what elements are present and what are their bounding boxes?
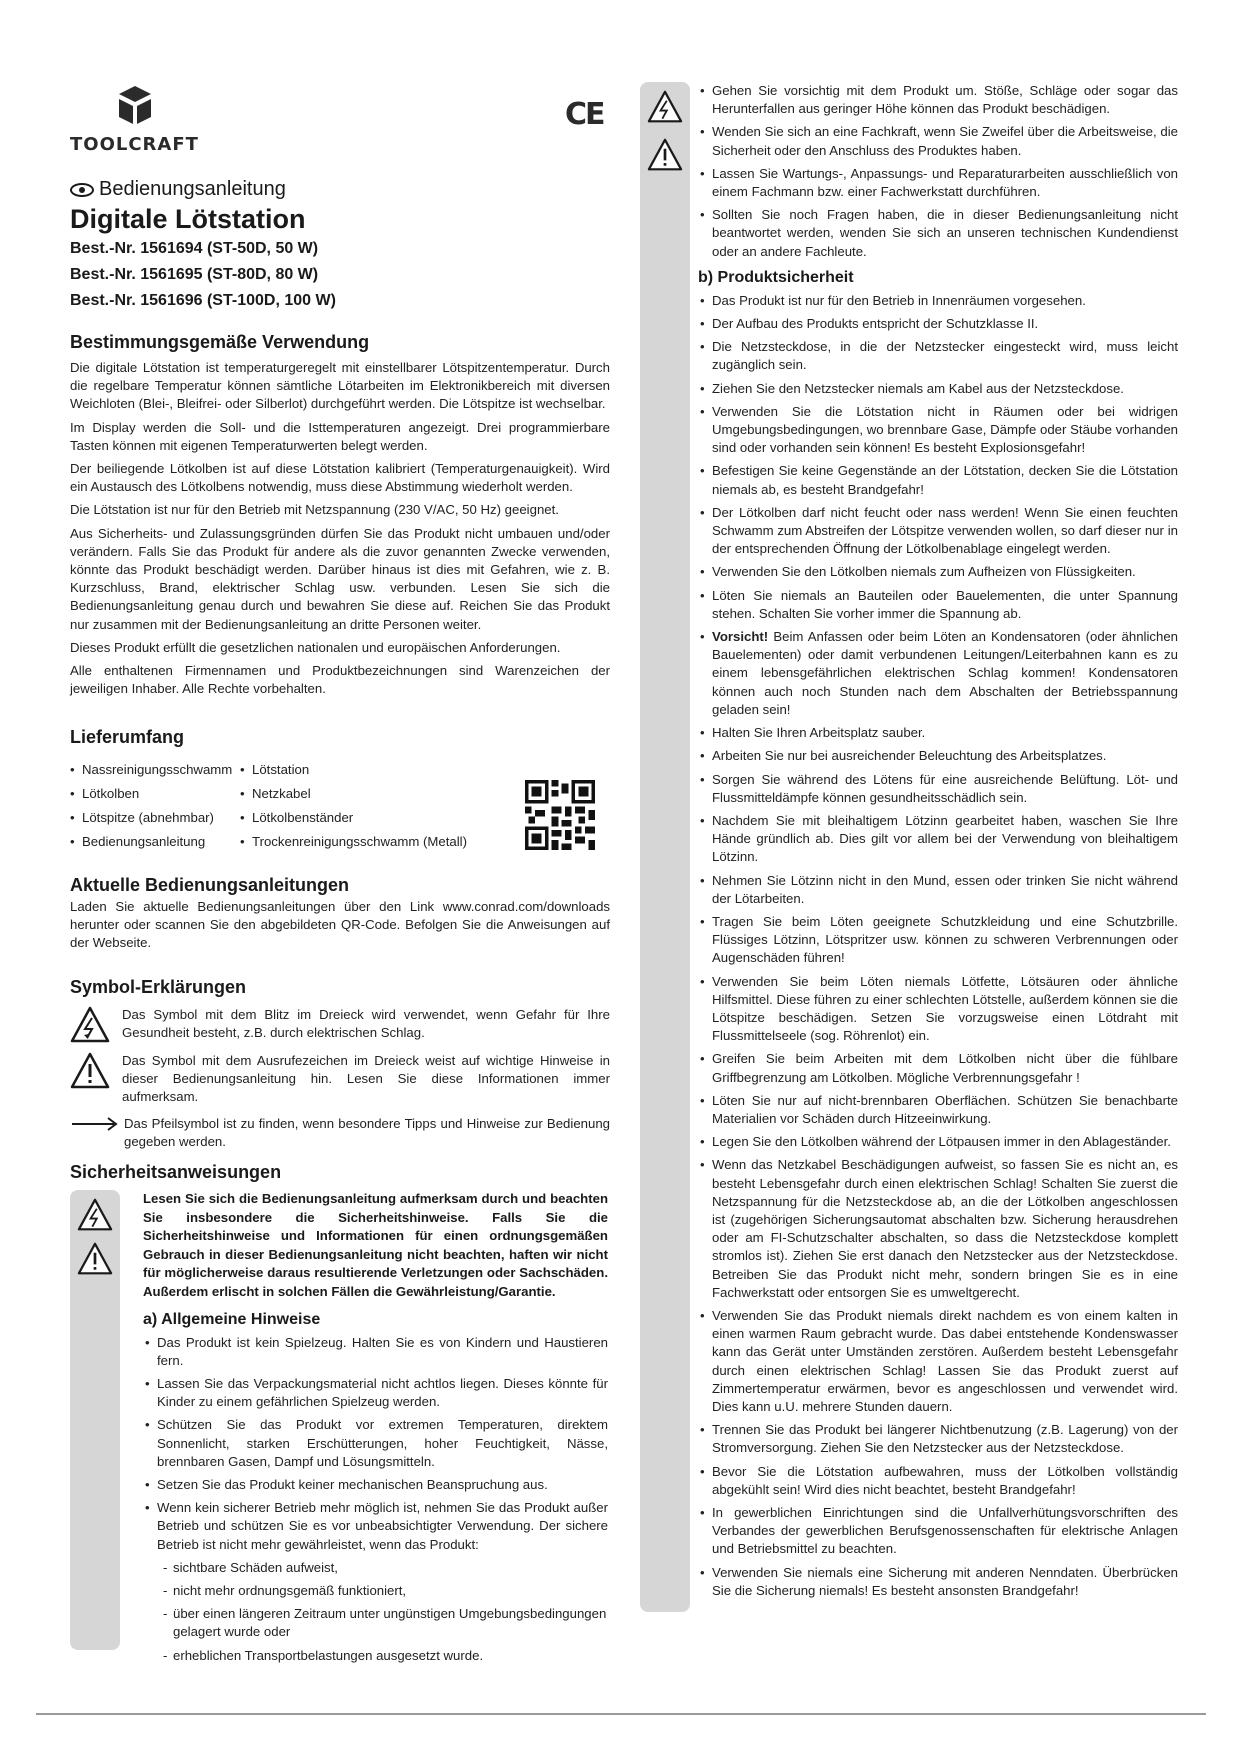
exclamation-warning-icon [647, 138, 683, 172]
paragraph: Aus Sicherheits- und Zulassungsgründen dürfen Sie das Produkt nicht umbauen und/oder verändern. Falls Sie das Produkt für andere als die zuvor genannten Zwecke verwenden, könnte das Produkt beschädigt werden. Darüber hinaus ist dies mit Gefahren, wie z. B. Kurzschluss, Brand, elektrischer Schlag usw. verbunden. Lesen Sie sich die Bedienungsanleitung genau durch und bewahren Sie diese auf. Reichen Sie das Produkt nur zusammen mit der Bedienungsanleitung an dritte Personen weiter. [70, 525, 610, 632]
list-item: • Trockenreinigungsschwamm (Metall) [240, 832, 480, 852]
arrow-tip-icon [70, 1115, 122, 1133]
list-item: - nicht mehr ordnungsgemäß funktioniert, [163, 1582, 608, 1600]
section-heading: Bestimmungsgemäße Verwendung [70, 332, 370, 352]
symbol-row [70, 1115, 610, 1151]
list-item: - erheblichen Transportbelastungen ausgesetzt wurde. [163, 1647, 608, 1665]
list-item: • Die Netzsteckdose, in die der Netzstecker eingesteckt wird, muss leicht zugänglich sein. [698, 338, 1178, 374]
order-number: Best.-Nr. 1561695 (ST-80D, 80 W) [70, 266, 319, 283]
caution-item [698, 628, 1178, 719]
list-item: - über einen längeren Zeitraum unter ungünstigen Umgebungsbedingungen gelagert wurde oder [163, 1605, 608, 1641]
list-item: • Gehen Sie vorsichtig mit dem Produkt um. Stöße, Schläge oder sogar das Herunterfallen aus geringer Höhe können das Produkt beschädigen. [698, 82, 1178, 118]
list-item: • Wenn das Netzkabel Beschädigungen aufweist, so fassen Sie es nicht an, es besteht Lebensgefahr durch einen elektrischen Schlag! Schalten Sie zuerst die Netzspannung für die Netzsteckdose ab, an die der Lötkolben angeschlossen ist (zugehörigen Sicherungsautomat abschalten bzw. Sicherung herausdrehen oder am FI-Schutzschalter abschalten, so dass die Netzsteckdose komplett stromlos ist). Ziehen Sie erst danach den Netzstecker aus der Netzsteckdose. Betreiben Sie das Produkt nicht mehr, sondern bringen Sie es in eine Fachwerkstatt oder entsorgen Sie es umweltgerecht. [698, 1156, 1178, 1302]
list-item: • Das Produkt ist kein Spielzeug. Halten Sie es von Kindern und Haustieren fern. [143, 1334, 608, 1370]
exclamation-warning-icon [70, 1052, 110, 1090]
brand-name: TOOLCRAFT [70, 134, 199, 155]
doc-type [70, 178, 286, 201]
toolcraft-logo-icon [115, 84, 155, 128]
exclamation-warning-icon [77, 1242, 113, 1276]
list-item: • Greifen Sie beim Arbeiten mit dem Lötkolben nicht über die fühlbare Griffbegrenzung am Lötkolben. Mögliche Verbrennungsgefahr ! [698, 1050, 1178, 1086]
list-item: • Halten Sie Ihren Arbeitsplatz sauber. [698, 724, 1178, 742]
list-item: • Verwenden Sie die Lötstation nicht in Räumen oder bei widrigen Umgebungsbedingungen, wo brennbare Gase, Dämpfe oder Stäube vorhanden sind oder vorhanden sein können! Es besteht Explosionsgefahr! [698, 403, 1178, 458]
list-item: • Sorgen Sie während des Lötens für eine ausreichende Belüftung. Löt- und Flussmitteldämpfe können gesundheitsschädlich sein. [698, 771, 1178, 807]
lightning-warning-icon [70, 1006, 110, 1044]
list-item: • Lötspitze (abnehmbar) [70, 808, 240, 828]
list-item: • Wenden Sie sich an eine Fachkraft, wenn Sie Zweifel über die Arbeitsweise, die Sicherheit oder den Anschluss des Produktes haben. [698, 123, 1178, 159]
caution-label: Vorsicht! [712, 629, 769, 645]
list-item: • Lassen Sie Wartungs-, Anpassungs- und Reparaturarbeiten ausschließlich von einem Fachmann bzw. einer Fachwerkstatt durchführen. [698, 165, 1178, 201]
footer-divider [36, 1713, 1206, 1715]
order-number: Best.-Nr. 1561694 (ST-50D, 50 W) [70, 240, 319, 257]
list-item: • Nehmen Sie Lötzinn nicht in den Mund, essen oder trinken Sie nicht während der Lötarbeiten. [698, 872, 1178, 908]
symbols-section [70, 977, 610, 1159]
safety-left-content [143, 1190, 608, 1670]
list-item: • Sollten Sie noch Fragen haben, die in dieser Bedienungsanleitung nicht beantwortet werden, wenden Sie sich an unseren technischen Kundendienst oder an andere Fachleute. [698, 206, 1178, 261]
list-item: • Das Produkt ist nur für den Betrieb in Innenräumen vorgesehen. [698, 292, 1178, 310]
list-item: • Verwenden Sie den Lötkolben niemals zum Aufheizen von Flüssigkeiten. [698, 563, 1178, 581]
list-item: • Setzen Sie das Produkt keiner mechanischen Beanspruchung aus. [143, 1476, 608, 1494]
list-item: • Trennen Sie das Produkt bei längerer Nichtbenutzung (z.B. Lagerung) von der Stromversorgung. Ziehen Sie den Netzstecker aus der Netzsteckdose. [698, 1421, 1178, 1457]
paragraph: Laden Sie aktuelle Bedienungsanleitungen über den Link www.conrad.com/downloads herunter oder scannen Sie den abgebildeten QR-Code. Befolgen Sie die Anweisungen auf der Webseite. [70, 899, 610, 951]
list-item: • Verwenden Sie niemals eine Sicherung mit anderen Nenndaten. Überbrücken Sie die Sicherung niemals! Es besteht ansonsten Brandgefahr! [698, 1564, 1178, 1600]
safety-right-content [698, 82, 1178, 1605]
list-item: • In gewerblichen Einrichtungen sind die Unfallverhütungsvorschriften des Verbandes der gewerblichen Berufsgenossenschaften für elektrische Anlagen und Betriebsmittel zu beachten. [698, 1504, 1178, 1559]
toolcraft-logo [70, 84, 210, 154]
symbol-row [70, 1052, 610, 1107]
list-item: • Befestigen Sie keine Gegenstände an der Lötstation, decken Sie die Lötstation niemals ab, es besteht Brandgefahr! [698, 462, 1178, 498]
current-manuals-section [70, 875, 610, 958]
list-item: • Netzkabel [240, 784, 480, 804]
paragraph: Die Lötstation ist nur für den Betrieb mit Netzspannung (230 V/AC, 50 Hz) geeignet. [70, 502, 559, 518]
paragraph: Der beiliegende Lötkolben ist auf diese Lötstation kalibriert (Temperaturgenauigkeit). Wird ein Austausch des Lötkolbens notwendig, muss diese Abstimmung wiederholt werden. [70, 461, 610, 495]
list-item: • Verwenden Sie beim Löten niemals Lötfette, Lötsäuren oder ähnliche Hilfsmittel. Diese führen zu einer schlechten Lötstelle, außerdem können sie die Lötspitze beschädigen. Setzen Sie vorzugsweise einen Lötdraht mit Flussmittelseele (sog. Röhrenlot) ein. [698, 973, 1178, 1046]
lightning-warning-icon [77, 1198, 113, 1232]
list-item: • Bedienungsanleitung [70, 832, 240, 852]
list-item: • Schützen Sie das Produkt vor extremen Temperaturen, direktem Sonnenlicht, starken Erschütterungen, hoher Feuchtigkeit, Nässe, brennbaren Gasen, Dampf und Lösungsmitteln. [143, 1416, 608, 1471]
product-safety-list [698, 292, 1178, 1600]
list-item: • Lötkolben [70, 784, 240, 804]
symbol-description: Das Symbol mit dem Blitz im Dreieck wird verwendet, wenn Gefahr für Ihre Gesundheit besteht, z.B. durch elektrischen Schlag. [122, 1007, 610, 1041]
list-item: • Der Lötkolben darf nicht feucht oder nass werden! Wenn Sie einen feuchten Schwamm zum Abstreifen der Lötspitze verwenden wollen, so darf dieser nur in der entsprechenden Öffnung der Lötkolbenablage eingelegt werden. [698, 504, 1178, 559]
conditions-list [143, 1559, 608, 1665]
paragraph: Dieses Produkt erfüllt die gesetzlichen nationalen und europäischen Anforderungen. [70, 639, 561, 655]
warning-sidebar [640, 82, 690, 1612]
general-list [143, 1334, 608, 1554]
list-item: • Legen Sie den Lötkolben während der Lötpausen immer in den Ablageständer. [698, 1133, 1178, 1151]
list-item: • Löten Sie niemals an Bauteilen oder Bauelementen, die unter Spannung stehen. Schalten Sie vorher immer die Spannung ab. [698, 587, 1178, 623]
list-item: • Wenn kein sicherer Betrieb mehr möglich ist, nehmen Sie das Produkt außer Betrieb und schützen Sie es vor unbeabsichtigter Verwendung. Der sichere Betrieb ist nicht mehr gewährleistet, wenn das Produkt: [143, 1499, 608, 1554]
general-list-continued [698, 82, 1178, 261]
lightning-warning-icon [647, 90, 683, 124]
list-item: • Nachdem Sie mit bleihaltigem Lötzinn gearbeitet haben, waschen Sie Ihre Hände gründlich ab. Dies gilt vor allem bei der Verwendung von bleihaltigem Lötzinn. [698, 812, 1178, 867]
symbol-description: Das Pfeilsymbol ist zu finden, wenn besondere Tipps und Hinweise zur Bedienung gegeben werden. [124, 1115, 610, 1149]
safety-warning: Lesen Sie sich die Bedienungsanleitung aufmerksam durch und beachten Sie insbesondere die Sicherheitshinweise. Falls Sie die Sicherheitshinweise und Informationen für einen ordnungsgemäßen Gebrauch in dieser Bedienungsanleitung nicht beachten, haften wir nicht für möglicherweise daraus resultierende Verletzungen oder Sachschäden. Außerdem erlischt in solchen Fällen die Gewährleistung/Garantie. [143, 1191, 608, 1299]
subsection-heading: a) Allgemeine Hinweise [143, 1310, 321, 1328]
doc-title: Digitale Lötstation [70, 204, 306, 234]
section-heading: Sicherheitsanweisungen [70, 1162, 282, 1182]
intended-use-section [70, 332, 610, 703]
section-heading: Aktuelle Bedienungsanleitungen [70, 875, 350, 895]
subsection-heading: b) Produktsicherheit [698, 268, 854, 286]
list-item: • Bevor Sie die Lötstation aufbewahren, muss der Lötkolben vollständig abgekühlt sein! Wird dies nicht beachtet, besteht Brandgefahr! [698, 1463, 1178, 1499]
symbol-row [70, 1006, 610, 1044]
section-heading: Symbol-Erklärungen [70, 977, 247, 997]
list-item: • Tragen Sie beim Löten geeignete Schutzkleidung und eine Schutzbrille. Flüssiges Lötzinn, Lötspritzer usw. können zu schweren Verbrennungen oder Augenschäden führen! [698, 913, 1178, 968]
read-manual-icon [70, 183, 94, 197]
list-item: • Lassen Sie das Verpackungsmaterial nicht achtlos liegen. Dieses könnte für Kinder zu einem gefährlichen Spielzeug werden. [143, 1375, 608, 1411]
paragraph: Im Display werden die Soll- und die Isttemperaturen angezeigt. Drei programmierbare Tasten können mit eigenen Temperaturwerten belegt werden. [70, 419, 610, 453]
caution-text: Beim Anfassen oder beim Löten an Kondensatoren (oder ähnlichen Bauelementen) oder damit verbundenen Leitungen/Leiterbahnen kann es zu einem lebensgefährlichen elektrischen Schlag kommen! Kondensatoren können auch noch Stunden nach dem Abschalten der Betriebsspannung geladen sein! [712, 629, 1178, 717]
ce-mark: CE [565, 97, 604, 132]
list-item: • Der Aufbau des Produkts entspricht der Schutzklasse II. [698, 315, 1178, 333]
list-item: • Lötkolbenständer [240, 808, 480, 828]
doc-type-label: Bedienungsanleitung [99, 178, 286, 200]
list-item: • Arbeiten Sie nur bei ausreichender Beleuchtung des Arbeitsplatzes. [698, 747, 1178, 765]
paragraph: Die digitale Lötstation ist temperaturgeregelt mit einstellbarer Lötspitzentemperatur. Durch die regelbare Temperatur können sämtliche Lötarbeiten im Elektronikbereich mit diversen Weichloten (Blei-, Bleifrei- oder Silberlot) durchgeführt werden. Die Lötspitze ist wechselbar. [70, 360, 610, 412]
safety-heading-block [70, 1162, 610, 1189]
list-item: • Löten Sie nur auf nicht-brennbaren Oberflächen. Schützen Sie benachbarte Materialien vor Schäden durch Hitzeeinwirkung. [698, 1092, 1178, 1128]
symbol-description: Das Symbol mit dem Ausrufezeichen im Dreieck weist auf wichtige Hinweise in dieser Bedienungsanleitung hin. Lesen Sie diese Informationen immer aufmerksam. [122, 1053, 610, 1105]
list-item: • Ziehen Sie den Netzstecker niemals am Kabel aus der Netzsteckdose. [698, 380, 1178, 398]
list-item: • Verwenden Sie das Produkt niemals direkt nachdem es von einem kalten in einen warmen Raum gebracht wurde. Das dabei entstehende Kondenswasser kann das Gerät unter Umständen zerstören. Außerdem besteht Lebensgefahr durch einen elektrischen Schlag! Lassen Sie das Produkt zuerst auf Zimmertemperatur erwärmen, bevor es angeschlossen und verwendet wird. Dies kann u.U. mehrere Stunden dauern. [698, 1307, 1178, 1416]
qr-code[interactable] [525, 780, 595, 850]
paragraph: Alle enthaltenen Firmennamen und Produktbezeichnungen sind Warenzeichen der jeweiligen Inhaber. Alle Rechte vorbehalten. [70, 663, 610, 697]
list-item: - sichtbare Schäden aufweist, [163, 1559, 608, 1577]
list-item: • Lötstation [240, 760, 480, 780]
list-item: • Nassreinigungsschwamm [70, 760, 240, 780]
order-number: Best.-Nr. 1561696 (ST-100D, 100 W) [70, 292, 336, 309]
section-heading: Lieferumfang [70, 727, 185, 747]
